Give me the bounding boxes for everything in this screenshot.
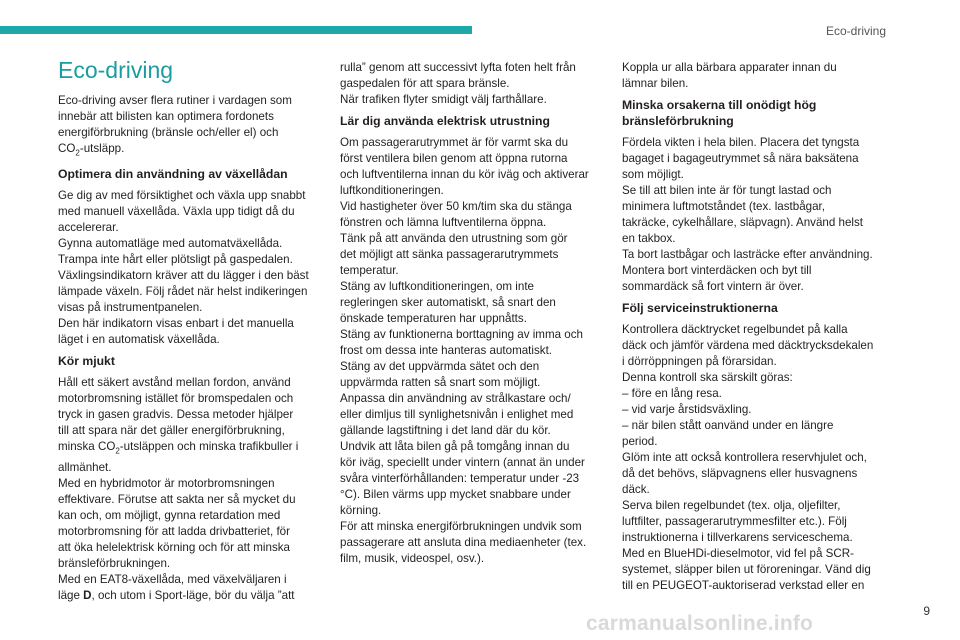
header-accent-bar [0, 26, 472, 34]
heading-service-instructions: Följ serviceinstruktionerna [622, 301, 778, 315]
column-1 [58, 56, 348, 606]
service-instructions-paragraph: Kontrollera däcktrycket regelbundet på kalla däck och jämför värdena med däcktrycksdekalen i dörröppningen på förarsidan. Denna kontroll ska särskilt göras: – före en lång resa. – vid varje årstidsväxling. – när bilen stått oanvänd under en längre period. Glöm inte att också kontrollera reservhjulet och, då det behövs, släpvagnens eller husvagnens däck. Serva bilen regelbundet (tex. olja, oljefilter, luftfilter, passagerarutrymmesfilter etc.). Följ instruktionerna i tillverkarens serviceschema. Med en BlueHDi-dieselmotor, vid fel på SCR- systemet, släpper bilen ut föroreningar. Vänd dig till en PEUGEOT-auktoriserad verkstad eller en [622, 323, 874, 592]
gearbox-paragraph: Ge dig av med försiktighet och växla upp snabbt med manuell växellåda. Växla upp tidigt då du accelererar. Gynna automatläge med automatväxellåda. Trampa inte hårt eller plötsligt på gaspedalen. Växlingsindikatorn kräver att du lägger i den bäst lämpade växeln. Följ rådet när helst indikeringen visas på instrumentpanelen. Den här indikatorn visas enbart i det manuella läget i en automatisk växellåda. [58, 189, 309, 347]
electrical-equipment-paragraph: Om passagerarutrymmet är för varmt ska du först ventilera bilen genom att öppna rutorna och luftventilerna innan du kör iväg och aktiverar luftkonditioneringen. Vid hastigheter över 50 km/tim ska du stänga fönstren och lämna luftventilerna öppna. Tänk på att använda den utrustning som gör det möjligt att sänka passagerarutrymmets temperatur. Stäng av luftkonditioneringen, om inte regleringen sker automatiskt, så snart den önskade temperaturen har uppnåtts. Stäng av funktionerna borttagning av imma och frost om dessa inte hanteras automatiskt. Stäng av det uppvärmda sätet och den uppvärmda ratten så snart som möjligt. Anpassa din användning av strålkastare och/ eller dimljus till synlighetsnivån i enlighet med gällande lagstiftning i det land där du kör. Undvik att låta bilen gå på tomgång innan du kör iväg, speciellt under vintern (annat än under svåra vinterförhållanden: temperatur under -23 °C). Bilen värms upp mycket snabbare under körning. För att minska energiförbrukningen undvik som passagerare att ansluta dina mediaenheter (tex. film, musik, videospel, osv.). [340, 136, 589, 565]
continued-paragraph: Koppla ur alla bärbara apparater innan du lämnar bilen. [622, 61, 837, 90]
column-3 [622, 60, 912, 596]
drive-smoothly-paragraph: Håll ett säkert avstånd mellan fordon, använd motorbromsning istället för bromspedalen och tryck in gasen gradvis. Dessa metoder hjälper till att spara när det gäller energiförbrukning, minska $CO_2$-utsläppen och minska trafikbuller i allmänhet. Med en hybridmotor är motorbromsningen effektivare. Förutse att sakta ner så mycket du kan och, om möjligt, gynna retardation med motorbromsning för att ladda drivbatteriet, för att öka helelektrisk körning och för att minska bränsleförbrukningen. Med en EAT8-växellåda, med växelväljaren i läge D, och utom i Sport-läge, bör du välja ”att [58, 376, 299, 602]
heading-electrical-equipment: Lär dig använda elektrisk utrustning [340, 114, 550, 128]
heading-reduce-consumption: Minska orsakerna till onödigt hög bränsleförbrukning [622, 98, 817, 128]
running-header-title: Eco-driving [825, 24, 886, 38]
intro-paragraph: Eco-driving avser flera rutiner i vardagen som innebär att bilisten kan optimera fordonets energiförbrukning (bränsle och/eller el) och $CO_2$-utsläpp. [58, 94, 292, 158]
heading-drive-smoothly: Kör mjukt [58, 354, 115, 369]
heading-gearbox: Optimera din användning av växellådan [58, 167, 288, 182]
co2-subscript: 2 [75, 148, 80, 158]
page-title: Eco-driving [58, 57, 174, 83]
continued-paragraph: rulla” genom att successivt lyfta foten helt från gaspedalen för att spara bränsle. När trafiken flyter smidigt välj farthållare. [340, 61, 576, 106]
page-number: 9 [923, 604, 930, 618]
watermark: carmanualsonline.info [586, 612, 814, 635]
co2-subscript: 2 [115, 446, 120, 456]
column-2 [340, 60, 630, 569]
gear-position-d: D [83, 588, 92, 602]
reduce-consumption-paragraph: Fördela vikten i hela bilen. Placera det tyngsta bagaget i bagageutrymmet så nära baksätena som möjligt. Se till att bilen inte är för tungt lastad och minimera luftmotståndet (tex. lastbågar, takräcke, cykelhållare, släpvagn). Använd helst en takbox. Ta bort lastbågar och lasträcke efter användning. Montera bort vinterdäcken och byt till sommardäck så fort vintern är över. [622, 136, 873, 293]
